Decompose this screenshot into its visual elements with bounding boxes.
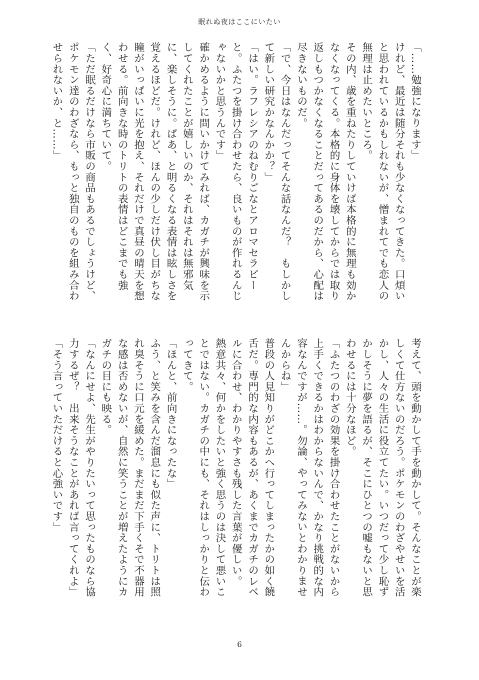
paragraph: けれど、最近は随分それも少なくなってきた。口煩いと思われているかもしれないが、憎まれてでも恋人の無理は止めたいところ。 (360, 42, 405, 302)
paragraph: 「で、今日はなんだってそんな話なんだ？ もしかして新しい研究かなんかか？」 (262, 42, 291, 302)
paragraph: 「……勉強になります」 (409, 42, 421, 161)
paragraph: 「はい。ラフレシアのねむりごなとアロマセラピーと。ふたつを掛け合わせたら、良いものが作れるんじゃないかと思うんです」 (213, 42, 259, 302)
paragraph: 「そう言っていただけると心強いです」 (50, 338, 63, 533)
paragraph: ふう、と笑みを含んだ溜息にも似た声に、トリトは照れ臭そうに口元を緩めた。まだまだ下手くそで不器用な感は否めないが、自然に笑うことが増えたようにカガチの目にも映る。 (99, 338, 161, 598)
bottom-text-block (50, 338, 423, 604)
paragraph: 「ただ眠るだけなら市販の商品もあるでしょうけど、ポケモン達のわざなら、もっと独自のものを組み合わせられないか、と……」 (50, 42, 96, 302)
paragraph: 考えて、頭を動かして手を動かして。そんなことが楽しくて仕方ないのだろう。ポケモンのわざやせいを活かし、人々の生活に役立てたい。いつだって少し恥ずかしそうに夢を語るが、そこにひとつの嘘もないと思わせるには十分なほど。 (343, 338, 421, 598)
paragraph: 「なんにせよ、先生がやりたいって思ったものなら協力するぜ？ 出来そうなことがあれば言ってくれよ」 (66, 338, 96, 598)
paragraph: 熱意共々、何かをしたいと強く思うのは決して悪いことではない。カガチの中にも、それはしっかりと伝わってきて。 (180, 338, 226, 598)
paragraph: 確かめるように問いかけてみれば、カガチが興味を示してくれたことが嬉しいのか、それはそれは無邪気に、楽しそうに。ぱあ、と明るくなる表情は眩しさを覚えるほどだ。けれど、ほんの少しだけ伏し目がちな瞳がいっぱいに光を抱え、それだけで真昼の晴天を想わせる。前向きな時のトリトの表情はどこまでも強く、好奇心に満ちていて。 (99, 42, 210, 302)
paragraph: その内、歳を重ねたりしていけば本格的に無理も効かなくなってくる。本格的に身体を壊してからでは取り返しもつかなくなることだってあるのだから、心配は尽きないものだ。 (294, 42, 356, 302)
paragraph: 「ほんと、前向きになったな」 (164, 338, 177, 490)
page-number: 6 (237, 640, 242, 649)
top-text-block (50, 42, 423, 304)
paragraph: 普段の人見知りがどこかへ行ってしまったかの如く饒舌だ。専門的な内容もあるが、あくまでカガチのレベルに合わせ、わかりやすさも残した言葉が優しい。 (229, 338, 275, 598)
paragraph: 「ふたつのわざの効果を掛け合わせたことがないから上手くできるかはわからないんで、かなり挑戦的な内容なんですが……。勿論、やってみないとわかりませんからね」 (278, 338, 340, 598)
running-header: 眠れぬ夜はここにいたい (198, 18, 281, 26)
